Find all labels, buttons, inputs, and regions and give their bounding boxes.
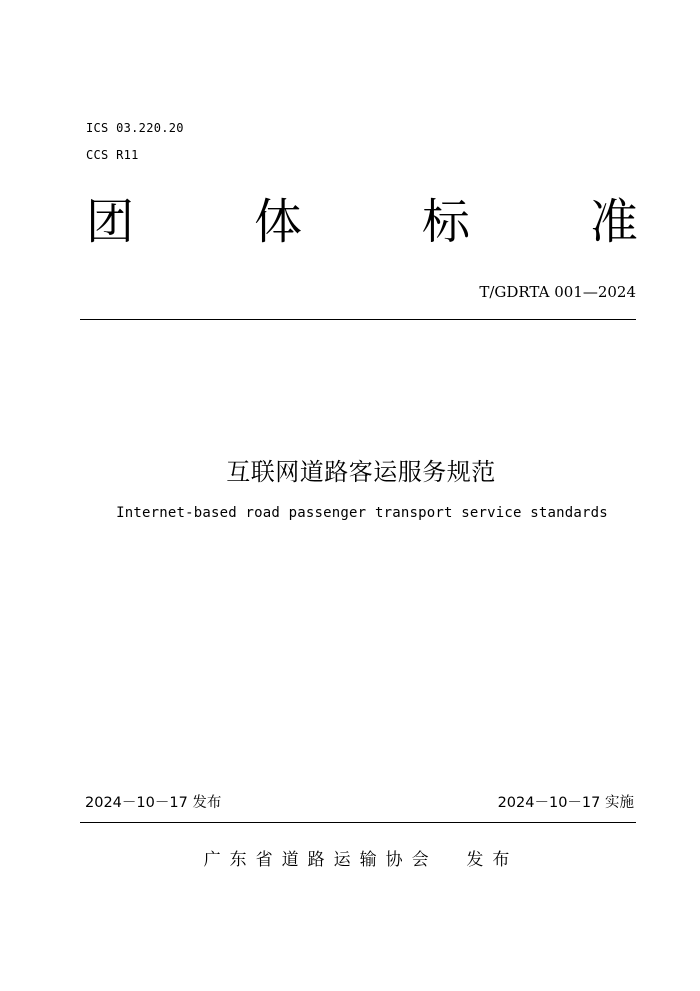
ics-code: ICS 03.220.20 xyxy=(86,121,184,135)
standard-number: T/GDRTA 001—2024 xyxy=(479,283,636,301)
top-divider xyxy=(80,319,636,320)
standard-type-char: 团 xyxy=(86,194,135,250)
ccs-code: CCS R11 xyxy=(86,148,139,162)
standard-type-char: 体 xyxy=(253,194,302,250)
document-title-en: Internet-based road passenger transport service standards xyxy=(116,505,608,521)
standard-type-char: 标 xyxy=(421,194,470,250)
standard-type-heading xyxy=(86,190,638,254)
publisher: 广东省道路运输协会 发布 xyxy=(203,850,519,870)
implementation-date: 2024－10－17 实施 xyxy=(497,795,634,811)
document-title-zh: 互联网道路客运服务规范 xyxy=(226,458,496,486)
standard-type-char: 准 xyxy=(589,194,638,250)
bottom-divider xyxy=(80,822,636,823)
issue-date: 2024－10－17 发布 xyxy=(85,795,222,811)
